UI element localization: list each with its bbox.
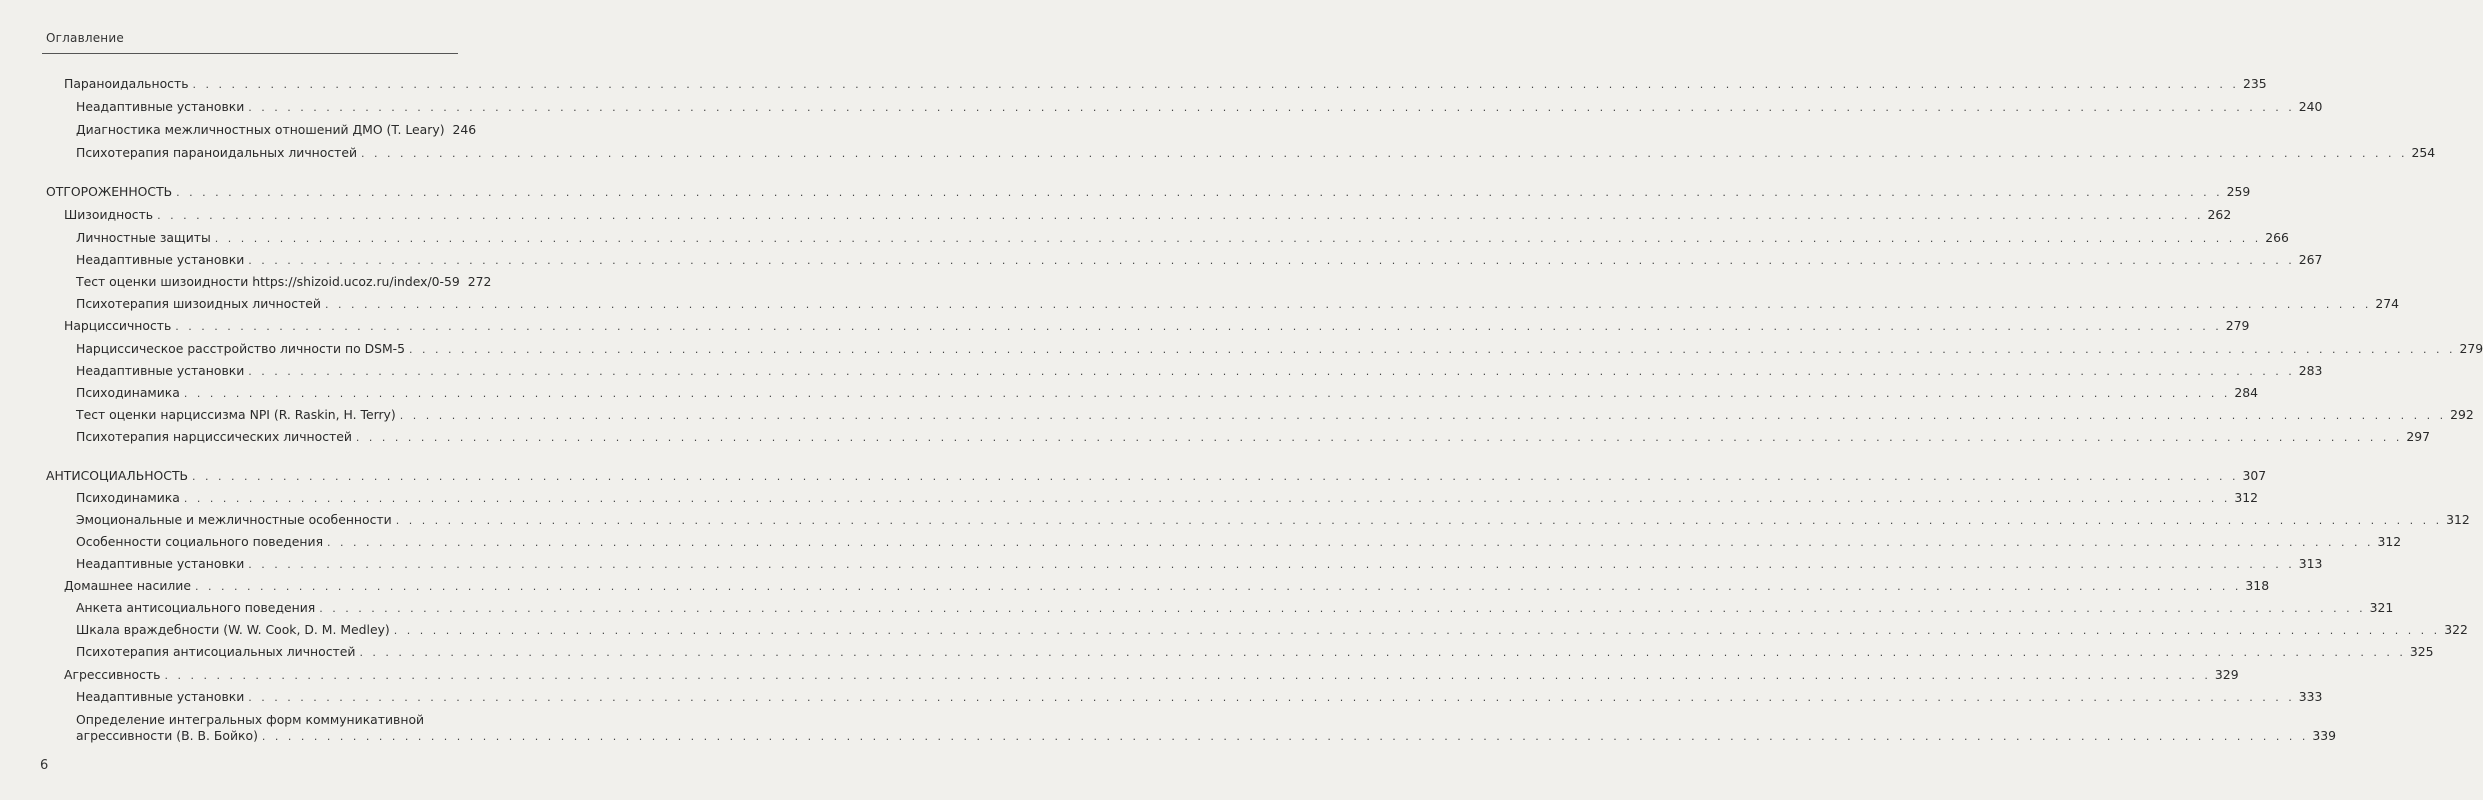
toc-entry[interactable]: Личностные защиты . . . 266 (76, 230, 454, 247)
toc-entry[interactable]: Психотерапия шизоидных личностей . . . 274 (76, 296, 454, 313)
toc-entry[interactable]: Неадаптивные установки . . . 313 (76, 556, 454, 573)
toc-entry[interactable]: Неадаптивные установки . . . 267 (76, 252, 454, 269)
toc-entry[interactable]: Диагностика межличностных отношений ДМО (T. Leary) 246 (76, 122, 477, 137)
toc-entry[interactable]: АНТИСОЦИАЛЬНОСТЬ . . . 307 (46, 468, 454, 485)
toc-entry[interactable]: Шизоидность . . . 262 (64, 207, 454, 224)
toc-entry[interactable]: Домашнее насилие . . . 318 (64, 578, 454, 595)
toc-entry[interactable]: Шкала враждебности (W. W. Cook, D. M. Medley) . . . 322 (76, 622, 454, 639)
toc-entry[interactable]: Неадаптивные установки . . . 240 (76, 99, 454, 116)
toc-entry[interactable]: Нарциссическое расстройство личности по DSM-5 . . . 279 (76, 341, 454, 358)
toc-entry[interactable]: Психотерапия антисоциальных личностей . . . 325 (76, 644, 454, 661)
toc-entry[interactable]: Тест оценки нарциссизма NPI (R. Raskin, H. Terry) . . . 292 (76, 407, 454, 424)
toc-entry[interactable]: Параноидальность . . . 235 (64, 76, 454, 93)
toc-entry[interactable]: Особенности социального поведения . . . 312 (76, 534, 454, 551)
toc-entry[interactable]: Нарциссичность . . . 279 (64, 318, 454, 335)
header-rule (42, 53, 458, 54)
toc-entry[interactable]: Психотерапия параноидальных личностей . . . 254 (76, 145, 454, 162)
running-header: Оглавление (46, 31, 124, 45)
toc-entry[interactable]: Психодинамика . . . 312 (76, 490, 454, 507)
toc-entry[interactable]: Эмоциональные и межличностные особенности . . . 312 (76, 512, 454, 529)
toc-entry[interactable]: ОТГОРОЖЕННОСТЬ . . . 259 (46, 184, 454, 201)
toc-entry[interactable]: Неадаптивные установки . . . 283 (76, 363, 454, 380)
toc-entry[interactable]: Агрессивность . . . 329 (64, 667, 454, 684)
toc-entry-multiline[interactable]: Определение интегральных форм коммуникативной агрессивности (В. В. Бойко) . . . 339 (76, 712, 454, 745)
toc-entry[interactable]: Неадаптивные установки . . . 333 (76, 689, 454, 706)
toc-entry[interactable]: Тест оценки шизоидности https://shizoid.ucoz.ru/index/0-59 272 (76, 274, 492, 289)
toc-entry[interactable]: Психотерапия нарциссических личностей . . . 297 (76, 429, 454, 446)
toc-entry[interactable]: Психодинамика . . . 284 (76, 385, 454, 402)
toc-entry[interactable]: Анкета антисоциального поведения . . . 321 (76, 600, 454, 617)
page-number: 6 (40, 758, 49, 773)
